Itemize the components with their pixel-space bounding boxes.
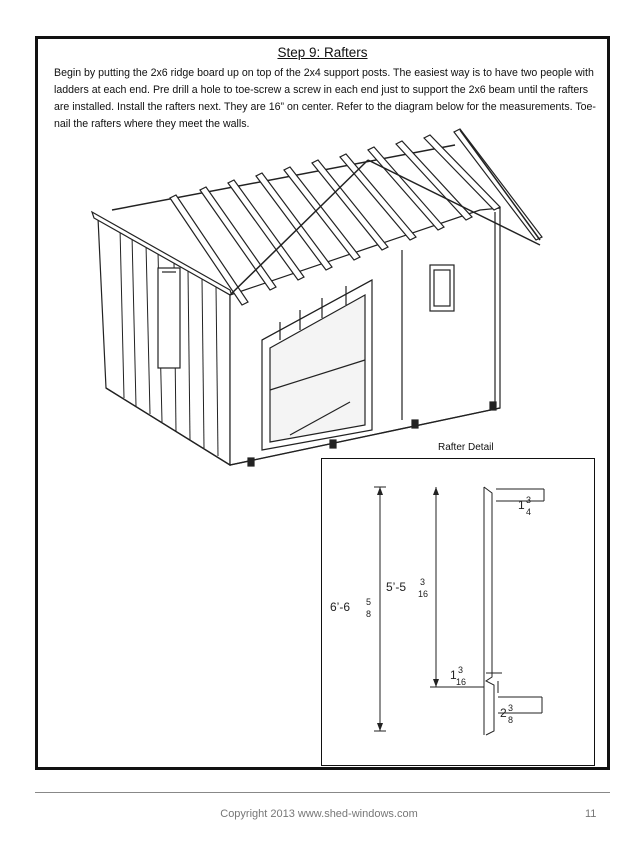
footer-divider — [35, 792, 610, 793]
svg-text:1: 1 — [518, 498, 525, 512]
step-title: Step 9: Rafters — [277, 45, 368, 60]
svg-text:3: 3 — [420, 577, 426, 587]
copyright-text: Copyright 2013 www.shed-windows.com — [220, 808, 418, 820]
svg-text:16: 16 — [456, 677, 467, 687]
seat-dim-label — [450, 665, 466, 687]
svg-text:2: 2 — [500, 706, 507, 720]
page-number: 11 — [585, 808, 597, 820]
tail-dim-label — [500, 703, 513, 725]
intro-paragraph: Begin by putting the 2x6 ridge board up on top of the 2x4 support posts. The easiest way is to have two people with ladders at each end. Pre drill a hole to toe-screw a screw in each end just to support the 2x6 beam until the rafters are installed. Install the rafters next. They are 16” on center. Refer to the diagram below for the measurements. Toe-nail the rafters where they meet the walls. — [54, 67, 596, 130]
overall-dim-label — [330, 597, 371, 619]
svg-text:3: 3 — [526, 495, 532, 505]
svg-text:16: 16 — [418, 589, 429, 599]
svg-text:6’-6: 6’-6 — [330, 600, 351, 614]
svg-text:3: 3 — [458, 665, 464, 675]
svg-text:4: 4 — [526, 507, 532, 517]
svg-text:3: 3 — [508, 703, 514, 713]
rafter-detail-label: Rafter Detail — [438, 442, 494, 453]
svg-text:1: 1 — [450, 668, 457, 682]
svg-text:8: 8 — [508, 715, 514, 725]
svg-text:8: 8 — [366, 609, 372, 619]
svg-text:5: 5 — [366, 597, 372, 607]
top-dim-label — [518, 495, 531, 517]
rafter-detail-diagram — [322, 459, 596, 767]
svg-text:5’-5: 5’-5 — [386, 580, 407, 594]
rafter-detail-box — [321, 458, 595, 766]
rise-dim-label — [386, 577, 428, 599]
shed-framing-illustration — [50, 90, 550, 470]
